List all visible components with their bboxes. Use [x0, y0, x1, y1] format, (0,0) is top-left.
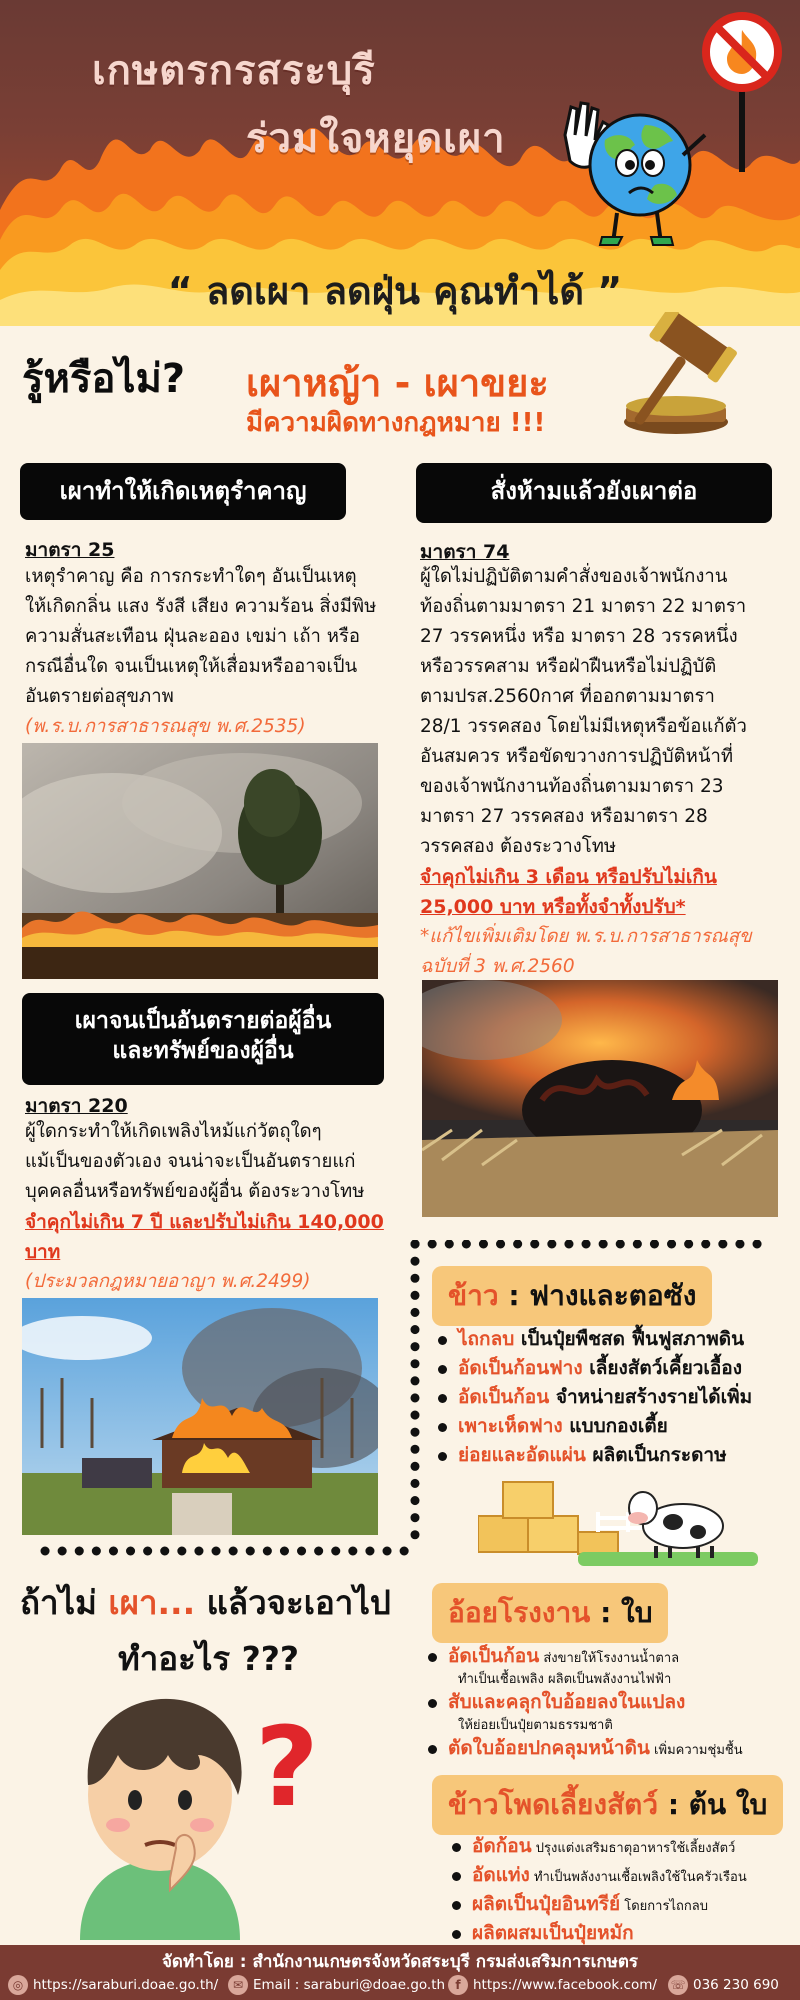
list-item: ตัดใบอ้อยปกคลุมหน้าดิน เพิ่มความชุ่มชื้น: [426, 1734, 743, 1763]
list-item: ย่อยและอัดแผ่น ผลิตเป็นกระดาษ: [436, 1441, 752, 1470]
slogan: “ ลดเผา ลดฝุ่น คุณทำได้ ”: [167, 269, 623, 313]
nuisance-line: ความสั่นสะเทือน ฝุ่นละออง เขม่า เถ้า หรือ: [25, 626, 361, 647]
rice-tag: [432, 1266, 712, 1326]
list-item: เพาะเห็ดฟาง แบบกองเตี้ย: [436, 1412, 752, 1441]
nuisance-line: ให้เกิดกลิ่น แสง รังสี เสียง ความร้อน สิ่งมีพิษ: [25, 596, 377, 617]
prohibited-heading: สั่งห้ามแล้วยังเผาต่อ: [416, 463, 772, 523]
nuisance-heading: เผาทำให้เกิดเหตุรำคาญ: [20, 463, 346, 520]
footer-phone-link[interactable]: ☏ 036 230 690: [668, 1975, 779, 1995]
danger-penalty-line-1: จำคุกไม่เกิน 7 ปี และปรับไม่เกิน 140,000: [25, 1211, 384, 1233]
earth-mascot: [545, 95, 715, 255]
list-item: ผลิตเป็นปุ๋ยอินทรีย์ โดยการไถกลบ: [450, 1890, 747, 1919]
prohibited-article: มาตรา 74: [420, 541, 510, 563]
burning-straw-photo: [422, 980, 778, 1217]
list-item: อัดแท่ง ทำเป็นพลังงานเชื้อเพลิงใช้ในครัวเรือน: [450, 1861, 747, 1890]
gavel-icon: [616, 312, 786, 442]
corn-tag: [432, 1775, 783, 1835]
danger-source: (ประมวลกฎหมายอาญา พ.ศ.2499): [25, 1271, 311, 1292]
list-item: สับและคลุกใบอ้อยลงในแปลง ให้ย่อยเป็นปุ๋ยตามธรรมชาติ: [426, 1688, 743, 1734]
nuisance-body: [25, 562, 405, 742]
danger-heading-line-1: เผาจนเป็นอันตรายต่อผู้อื่น: [74, 1008, 332, 1034]
sugarcane-crop: อ้อยโรงงาน: [448, 1596, 591, 1629]
sugarcane-part: : ใบ: [590, 1596, 653, 1629]
danger-article: มาตรา 220: [25, 1095, 128, 1117]
did-you-know-question: รู้หรือไม่?: [22, 356, 186, 402]
danger-line: ผู้ใดกระทำให้เกิดเพลิงไหม้แก่วัตถุใดๆ: [25, 1121, 322, 1142]
prohibited-note-line-1: *แก้ไขเพิ่มเติมโดย พ.ร.บ.การสาธารณสุข: [420, 926, 752, 947]
sugarcane-uses-list: [426, 1642, 743, 1763]
prohibited-line: ท้องถิ่นตามมาตรา 21 มาตรา 22 มาตรา: [420, 596, 747, 617]
prohibited-line: ตามปรส.2560กาศ ที่ออกตามมาตรา: [420, 686, 715, 707]
rice-part: : ฟางและตอซัง: [498, 1279, 697, 1312]
prohibited-note-line-2: ฉบับที่ 3 พ.ศ.2560: [420, 956, 575, 977]
svg-text:?: ?: [255, 1703, 319, 1831]
header-banner: [0, 0, 800, 326]
facebook-icon: f: [448, 1975, 468, 1995]
corn-uses-list: [450, 1832, 747, 1948]
prohibited-line: ของเจ้าพนักงานท้องถิ่นตามมาตรา 23: [420, 776, 724, 797]
alternatives-question: ถ้าไม่ เผา... แล้วจะเอาไป: [20, 1583, 391, 1622]
nuisance-source: (พ.ร.บ.การสาธารณสุข พ.ศ.2535): [25, 716, 306, 737]
footer-email-link[interactable]: ✉ Email : saraburi@doae.go.th: [228, 1975, 445, 1995]
globe-icon: ◎: [8, 1975, 28, 1995]
prohibited-penalty-line-1: จำคุกไม่เกิน 3 เดือน หรือปรับไม่เกิน: [420, 866, 717, 888]
did-you-know-subtitle: มีความผิดทางกฎหมาย !!!: [246, 408, 546, 438]
nuisance-article: มาตรา 25: [25, 539, 115, 561]
list-item: อัดเป็นก้อน ส่งขายให้โรงงานน้ำตาล ทำเป็นเชื้อเพลิง ผลิตเป็นพลังงานไฟฟ้า: [426, 1642, 743, 1688]
prohibited-line: หรือวรรคสาม หรือฝ่าฝืนหรือไม่ปฏิบัติ: [420, 656, 717, 677]
danger-line: แม้เป็นของตัวเอง จนน่าจะเป็นอันตรายแก่: [25, 1151, 356, 1172]
nuisance-line: เหตุรำคาญ คือ การกระทำใดๆ อันเป็นเหตุ: [25, 566, 357, 587]
phone-icon: ☏: [668, 1975, 688, 1995]
prohibited-line: อันสมควร หรือขัดขวางการปฏิบัติหน้าที่: [420, 746, 734, 767]
rice-crop: ข้าว: [448, 1279, 499, 1312]
title-line-1: เกษตรกรสระบุรี: [92, 48, 376, 94]
danger-heading-line-2: และทรัพย์ของผู้อื่น: [112, 1038, 294, 1064]
prohibited-line: มาตรา 27 วรรคสอง หรือมาตรา 28: [420, 806, 708, 827]
nuisance-line: กรณีอื่นใด จนเป็นเหตุให้เสื่อมหรืออาจเป็น: [25, 656, 358, 677]
prohibited-line: 28/1 วรรคสอง โดยไม่มีเหตุหรือข้อแก้ตัว: [420, 716, 747, 737]
list-item: ผลิตผสมเป็นปุ๋ยหมัก: [450, 1919, 747, 1948]
sugarcane-tag: [432, 1583, 668, 1643]
prohibited-line: ผู้ใดไม่ปฏิบัติตามคำสั่งของเจ้าพนักงาน: [420, 566, 728, 587]
footer: [0, 1945, 800, 2000]
list-item: อัดก้อน ปรุงแต่งเสริมธาตุอาหารใช้เลี้ยงสัตว์: [450, 1832, 747, 1861]
nuisance-line: อันตรายต่อสุขภาพ: [25, 686, 174, 707]
corn-part: : ต้น ใบ: [658, 1788, 768, 1821]
footer-title: จัดทำโดย : สำนักงานเกษตรจังหวัดสระบุรี กรมส่งเสริมการเกษตร: [161, 1952, 639, 1972]
prohibited-line: 27 วรรคหนึ่ง หรือ มาตรา 28 วรรคหนึ่ง: [420, 626, 738, 647]
danger-heading: [22, 993, 384, 1085]
thinking-boy-illustration: [40, 1685, 330, 1940]
alternatives-question-line-2: ทำอะไร ???: [118, 1639, 300, 1678]
danger-line: บุคคลอื่นหรือทรัพย์ของผู้อื่น ต้องระวางโทษ: [25, 1181, 365, 1202]
footer-website-link[interactable]: ◎ https://saraburi.doae.go.th/: [8, 1975, 218, 1995]
list-item: ไถกลบ เป็นปุ๋ยพืชสด ฟื้นฟูสภาพดิน: [436, 1325, 752, 1354]
list-item: อัดเป็นก้อนฟาง เลี้ยงสัตว์เคี้ยวเอื้อง: [436, 1354, 752, 1383]
prohibited-body: [420, 562, 790, 982]
list-item: อัดเป็นก้อน จำหน่ายสร้างรายได้เพิ่ม: [436, 1383, 752, 1412]
no-fire-sign-icon: [700, 12, 784, 172]
danger-penalty-line-2: บาท: [25, 1241, 61, 1263]
corn-crop: ข้าวโพดเลี้ยงสัตว์: [448, 1788, 659, 1821]
prohibited-line: วรรคสอง ต้องระวางโทษ: [420, 836, 617, 857]
rice-uses-list: [436, 1325, 752, 1470]
prohibited-penalty-line-2: 25,000 บาท หรือทั้งจำทั้งปรับ*: [420, 896, 686, 918]
title-line-2: ร่วมใจหยุดเผา: [246, 116, 506, 162]
hay-and-cow-illustration: [478, 1472, 758, 1568]
grass-fire-photo: [22, 743, 378, 979]
footer-facebook-link[interactable]: f https://www.facebook.com/: [448, 1975, 657, 1995]
email-icon: ✉: [228, 1975, 248, 1995]
did-you-know-title: เผาหญ้า - เผาขยะ: [246, 361, 549, 405]
